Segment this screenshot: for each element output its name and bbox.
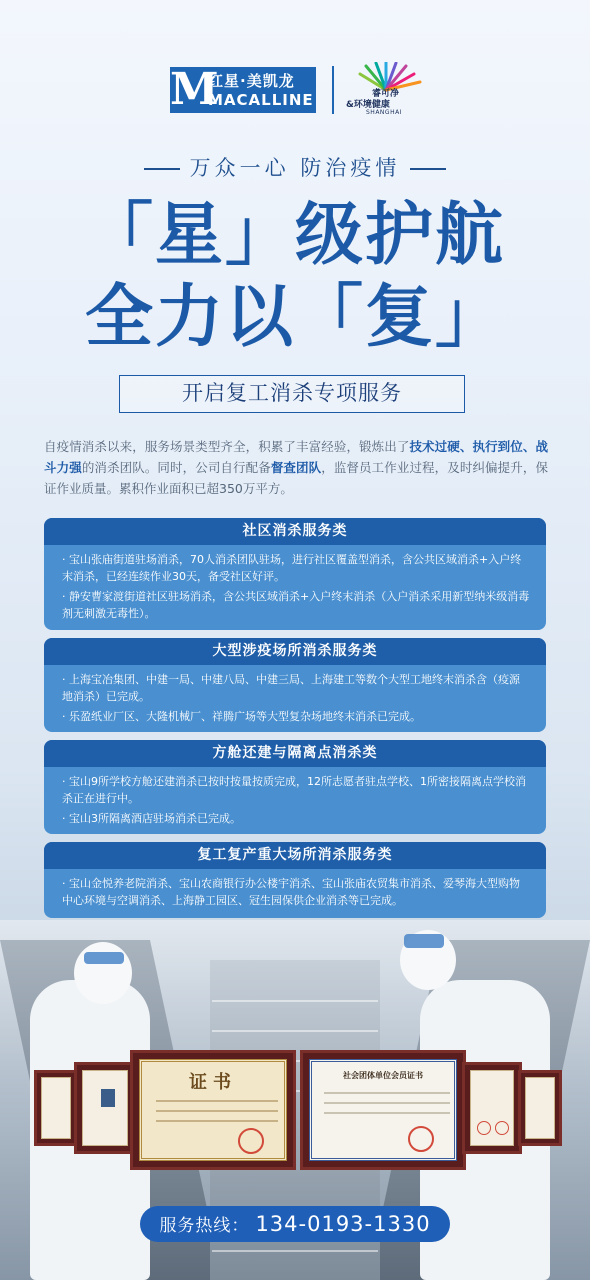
section-community xyxy=(44,518,546,630)
partner-logo xyxy=(346,62,426,118)
list-item: · 宝山3所隔离酒店驻场消杀已完成。 xyxy=(62,812,241,825)
certificate-frame-small-3 xyxy=(462,1062,522,1154)
logo-divider xyxy=(332,66,334,114)
section-title: 大型涉疫场所消杀服务类 xyxy=(44,638,546,665)
certificate-frame-small-4 xyxy=(518,1070,562,1146)
hotline-number[interactable]: 134-0193-1330 xyxy=(255,1212,431,1236)
slogan xyxy=(0,152,590,182)
list-item: · 乐盈纸业厂区、大隆机械厂、祥腾广场等大型复杂场地终末消杀已完成。 xyxy=(62,710,421,723)
list-item: · 宝山9所学校方舱还建消杀已按时按量按质完成，12所志愿者驻点学校、1所密接隔离点学校消杀正在进行中。 xyxy=(62,775,526,805)
intro-highlight-1: 技术过硬、执行到位、战斗力强 xyxy=(44,439,548,475)
macalline-cn: 红星·美凯龙 xyxy=(208,72,295,90)
partner-en: SHANGHAI xyxy=(366,109,402,116)
list-item: · 宝山张庙街道驻场消杀，70人消杀团队驻场，进行社区覆盖型消杀，含公共区域消杀+入户终末消杀，已经连续作业30天，备受社区好评。 xyxy=(62,553,522,583)
photo-icon xyxy=(101,1089,115,1107)
intro-paragraph: 自疫情消杀以来，服务场景类型齐全，积累了丰富经验，锻炼出了技术过硬、执行到位、战斗力强的消杀团队。同时，公司自行配备督查团队，监督员工作业过程，及时纠偏提升，保证作业质量。累积作业面积已超350万平方。 xyxy=(44,439,548,496)
partner-cn1: 睿可净 xyxy=(372,89,400,99)
section-title: 方舱还建与隔离点消杀类 xyxy=(44,740,546,767)
section-title: 复工复产重大场所消杀服务类 xyxy=(44,842,546,869)
slogan-text: 万众一心 防治疫情 xyxy=(189,156,401,180)
slogan-line-left xyxy=(144,168,180,170)
macalline-logo xyxy=(170,64,316,115)
certificate-2-title: 社会团体单位会员证书 xyxy=(343,1071,423,1080)
visor-icon xyxy=(84,952,124,964)
section-title: 社区消杀服务类 xyxy=(44,518,546,545)
macalline-letter: M xyxy=(170,64,219,115)
intro-highlight-2: 督查团队 xyxy=(270,460,322,475)
section-reopening xyxy=(44,842,546,918)
service-hotline[interactable] xyxy=(140,1206,450,1242)
slogan-line-right xyxy=(410,168,446,170)
macalline-en: MACALLINE xyxy=(208,91,314,109)
visor-icon xyxy=(404,934,444,948)
certificate-1-title: 证书 xyxy=(189,1072,237,1093)
seal-icon xyxy=(238,1128,264,1154)
section-fangcang xyxy=(44,740,546,834)
headline-line2: 全力以「复」 xyxy=(84,278,505,357)
list-item: · 静安曹家渡街道社区驻场消杀，含公共区域消杀+入户终末消杀（入户消杀采用新型纳米级消毒剂无刺激无毒性）。 xyxy=(62,590,530,620)
certificate-frame-1 xyxy=(130,1050,296,1170)
hotline-label: 服务热线： xyxy=(159,1216,250,1236)
list-item: · 上海宝冶集团、中建一局、中建八局、中建三局、上海建工等数个大型工地终末消杀含（疫源地消杀）已完成。 xyxy=(62,673,520,703)
seal-icon xyxy=(408,1126,434,1152)
certificate-frame-small-2 xyxy=(74,1062,136,1154)
headline-line1: 「星」级护航 xyxy=(84,196,505,275)
subtitle-box: 开启复工消杀专项服务 xyxy=(119,375,465,413)
partner-cn2: &环境健康 xyxy=(346,100,390,110)
certificate-frame-small-1 xyxy=(34,1070,78,1146)
certificate-frame-2 xyxy=(300,1050,466,1170)
list-item: · 宝山金悦养老院消杀、宝山农商银行办公楼宇消杀、宝山张庙农贸集市消杀、爱琴海大型购物中心环境与空调消杀、上海静工园区、冠生园保供企业消杀等已完成。 xyxy=(62,877,520,907)
section-large-sites xyxy=(44,638,546,732)
